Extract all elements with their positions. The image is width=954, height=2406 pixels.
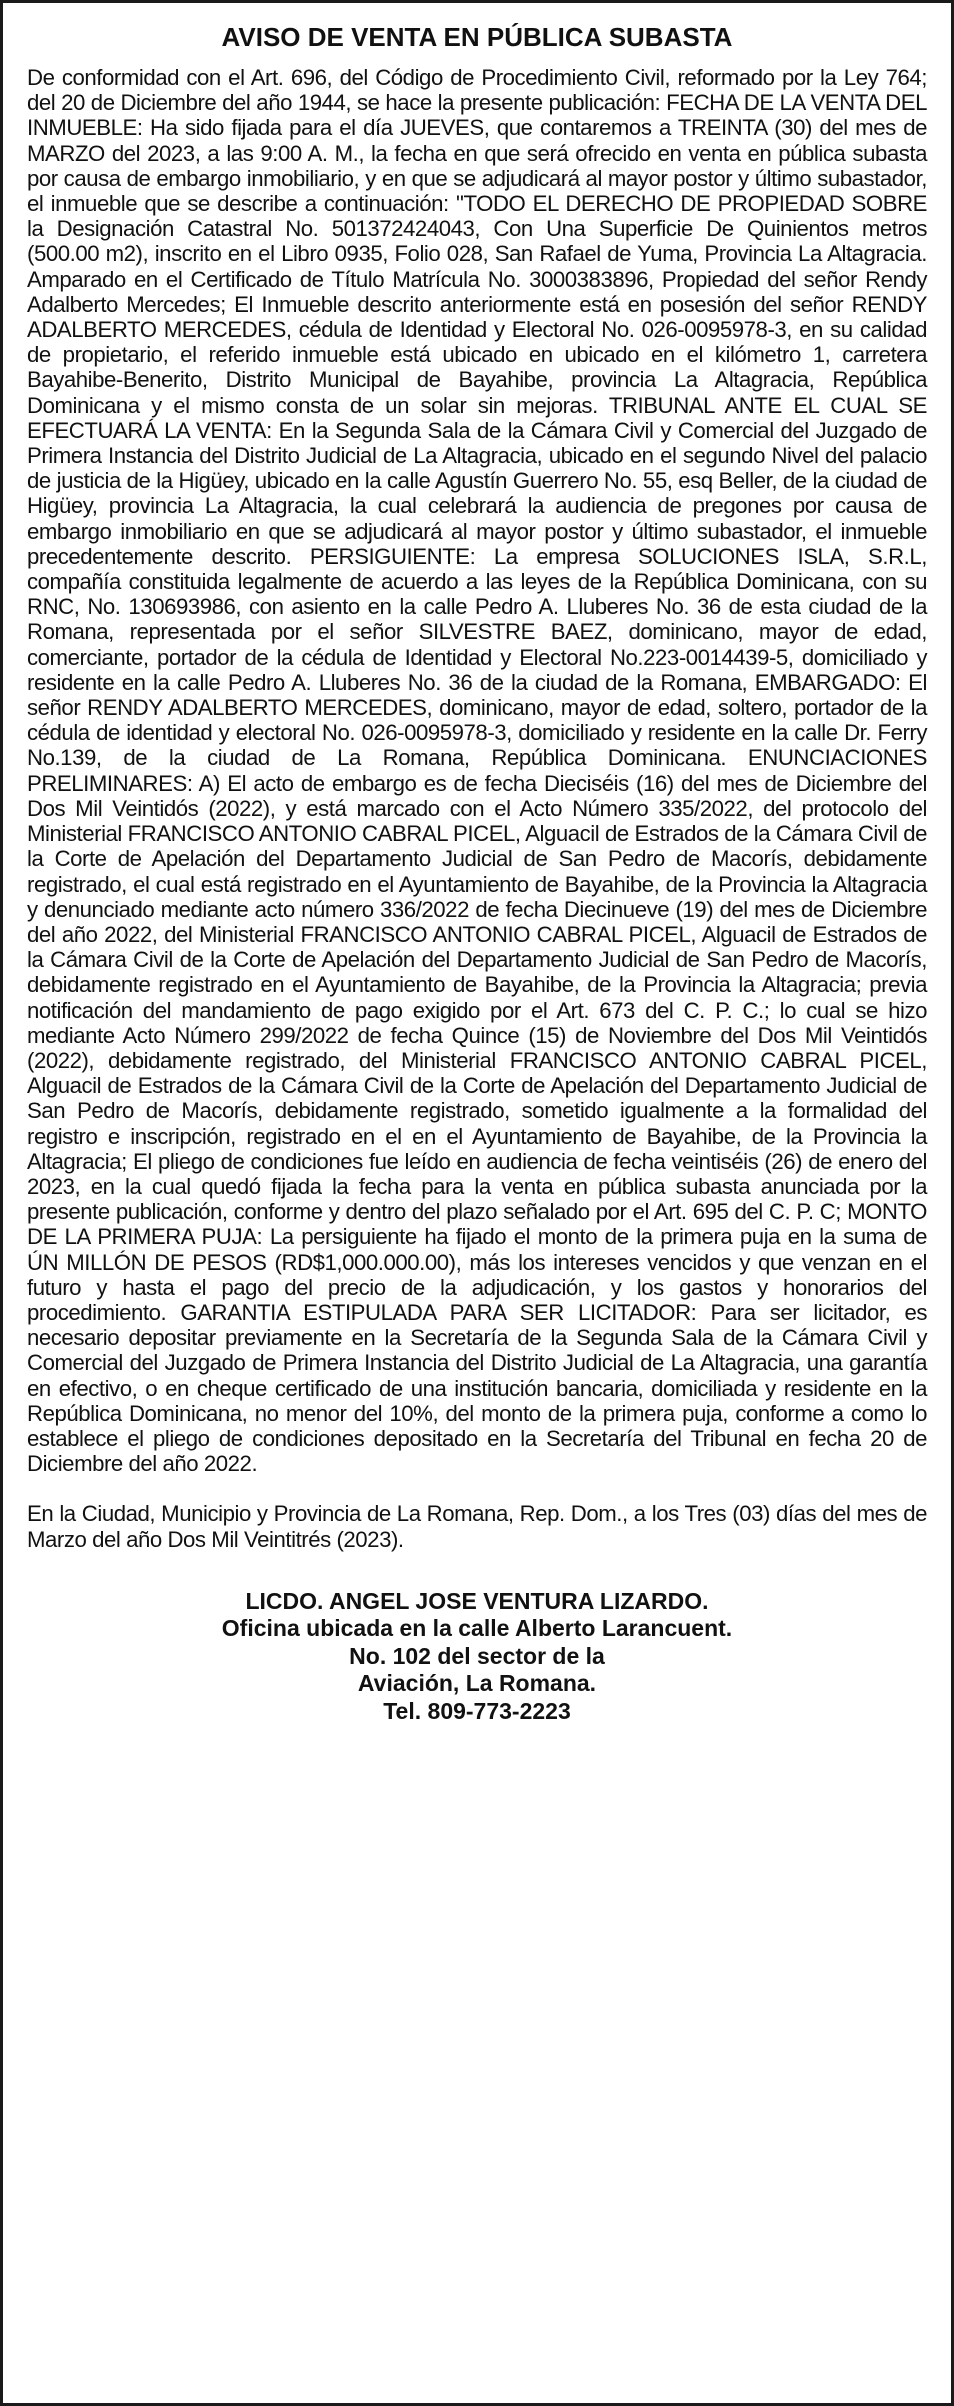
notice-body: De conformidad con el Art. 696, del Código de Procedimiento Civil, reformado por la Ley 764; del 20 de Diciembre del año 1944, se hace la presente publicación: FECHA DE LA VENTA DEL INMUEBLE: Ha sido fijada para el día JUEVES, que contaremos a TREINTA (30) del mes de MARZO del 2023, a las 9:00 A. M., la fecha en que será ofrecido en venta en pública subasta por causa de embargo inmobiliario, y en que se adjudicará al mayor postor y último subastador, el inmueble que se describe a continuación: "TODO EL DERECHO DE PROPIEDAD SOBRE la Designación Catastral No. 501372424043, Con Una Superficie De Quinientos metros (500.00 m2), inscrito en el Libro 0935, Folio 028, San Rafael de Yuma, Provincia La Altagracia. Amparado en el Certificado de Título Matrícula No. 3000383896, Propiedad del señor Rendy Adalberto Mercedes; El Inmueble descrito anteriormente está en posesión del señor RENDY ADALBERTO MERCEDES, cédula de Identidad y Electoral No. 026-0095978-3, en su calidad de propietario, el referido inmueble está ubicado en ubicado en el kilómetro 1, carretera Bayahibe-Benerito, Distrito Municipal de Bayahibe, provincia La Altagracia, República Dominicana y el mismo consta de un solar sin mejoras. TRIBUNAL ANTE EL CUAL SE EFECTUARÁ LA VENTA: En la Segunda Sala de la Cámara Civil y Comercial del Juzgado de Primera Instancia del Distrito Judicial de La Altagracia, ubicado en el segundo Nivel del palacio de justicia de la Higüey, ubicado en la calle Agustín Guerrero No. 55, esq Beller, de la ciudad de Higüey, provincia La Altagracia, la cual celebrará la audiencia de pregones por causa de embargo inmobiliario en que se adjudicará al mayor postor y último subastador, el inmueble precedentemente descrito. PERSIGUIENTE: La empresa SOLUCIONES ISLA, S.R.L, compañía constituida legalmente de acuerdo a las leyes de la República Dominicana, con su RNC, No. 130693986, con asiento en la calle Pedro A. Lluberes No. 36 de esta ciudad de la Romana, representada por el señor SILVESTRE BAEZ, dominicano, mayor de edad, comerciante, portador de la cédula de Identidad y Electoral No.223-0014439-5, domiciliado y residente en la calle Pedro A. Lluberes No. 36 de la ciudad de la Romana, EMBARGADO: El señor RENDY ADALBERTO MERCEDES, dominicano, mayor de edad, soltero, portador de la cédula de identidad y electoral No. 026-0095978-3, domiciliado y residente en la calle Dr. Ferry No.139, de la ciudad de La Romana, República Dominicana. ENUNCIACIONES PRELIMINARES: A) El acto de embargo es de fecha Dieciséis (16) del mes de Diciembre del Dos Mil Veintidós (2022), y está marcado con el Acto Número 335/2022, del protocolo del Ministerial FRANCISCO ANTONIO CABRAL PICEL, Alguacil de Estrados de la Cámara Civil de la Corte de Apelación del Departamento Judicial de San Pedro de Macorís, debidamente registrado, el cual está registrado en el Ayuntamiento de Bayahibe, de la Provincia la Altagracia y denunciado mediante acto número 336/2022 de fecha Diecinueve (19) del mes de Diciembre del año 2022, del Ministerial FRANCISCO ANTONIO CABRAL PICEL, Alguacil de Estrados de la Cámara Civil de la Corte de Apelación del Departamento Judicial de San Pedro de Macorís, debidamente registrado en el Ayuntamiento de Bayahibe, de la Provincia la Altagracia; previa notificación del mandamiento de pago exigido por el Art. 673 del C. P. C.; lo cual se hizo mediante Acto Número 299/2022 de fecha Quince (15) de Noviembre del Dos Mil Veintidós (2022), debidamente registrado, del Ministerial FRANCISCO ANTONIO CABRAL PICEL, Alguacil de Estrados de la Cámara Civil de la Corte de Apelación del Departamento Judicial de San Pedro de Macorís, debidamente registrado, sometido igualmente a la formalidad del registro e inscripción, registrado en el en el Ayuntamiento de Bayahibe, de la Provincia la Altagracia; El pliego de condiciones fue leído en audiencia de fecha veintiséis (26) de enero del 2023, en la cual quedó fijada la fecha para la venta en pública subasta anunciada por la presente publicación, conforme y dentro del plazo señalado por el Art. 695 del C. P. C; MONTO DE LA PRIMERA PUJA: La persiguiente ha fijado el monto de la primera puja en la suma de ÚN MILLÓN DE PESOS (RD$1,000.000.00), más los intereses vencidos y que venzan en el futuro y hasta el pago del precio de la adjudicación, y los gastos y honorarios del procedimiento. GARANTIA ESTIPULADA PARA SER LICITADOR: Para ser licitador, es necesario depositar previamente en la Secretaría de la Segunda Sala de la Cámara Civil y Comercial del Juzgado de Primera Instancia del Distrito Judicial de La Altagracia, una garantía en efectivo, o en cheque certificado de una institución bancaria, domiciliada y residente en la República Dominicana, no menor del 10%, del monto de la primera puja, conforme a como lo establece el pliego de condiciones depositado en la Secretaría del Tribunal en fecha 20 de Diciembre del año 2022.: [27, 65, 927, 1477]
signature-office-line: Oficina ubicada en la calle Alberto Larancuent.: [221, 1615, 733, 1642]
signature-name: LICDO. ANGEL JOSE VENTURA LIZARDO.: [245, 1587, 709, 1614]
notice-title: AVISO DE VENTA EN PÚBLICA SUBASTA: [221, 22, 733, 52]
signature-address-line-2: Aviación, La Romana.: [357, 1670, 597, 1697]
notice-closing: En la Ciudad, Municipio y Provincia de La Romana, Rep. Dom., a los Tres (03) días del mes de Marzo del año Dos Mil Veintitrés (2023).: [27, 1501, 927, 1552]
signature-block: [27, 1588, 927, 1726]
signature-phone: Tel. 809-773-2223: [383, 1697, 571, 1724]
signature-address-line-1: No. 102 del sector de la: [349, 1642, 605, 1669]
